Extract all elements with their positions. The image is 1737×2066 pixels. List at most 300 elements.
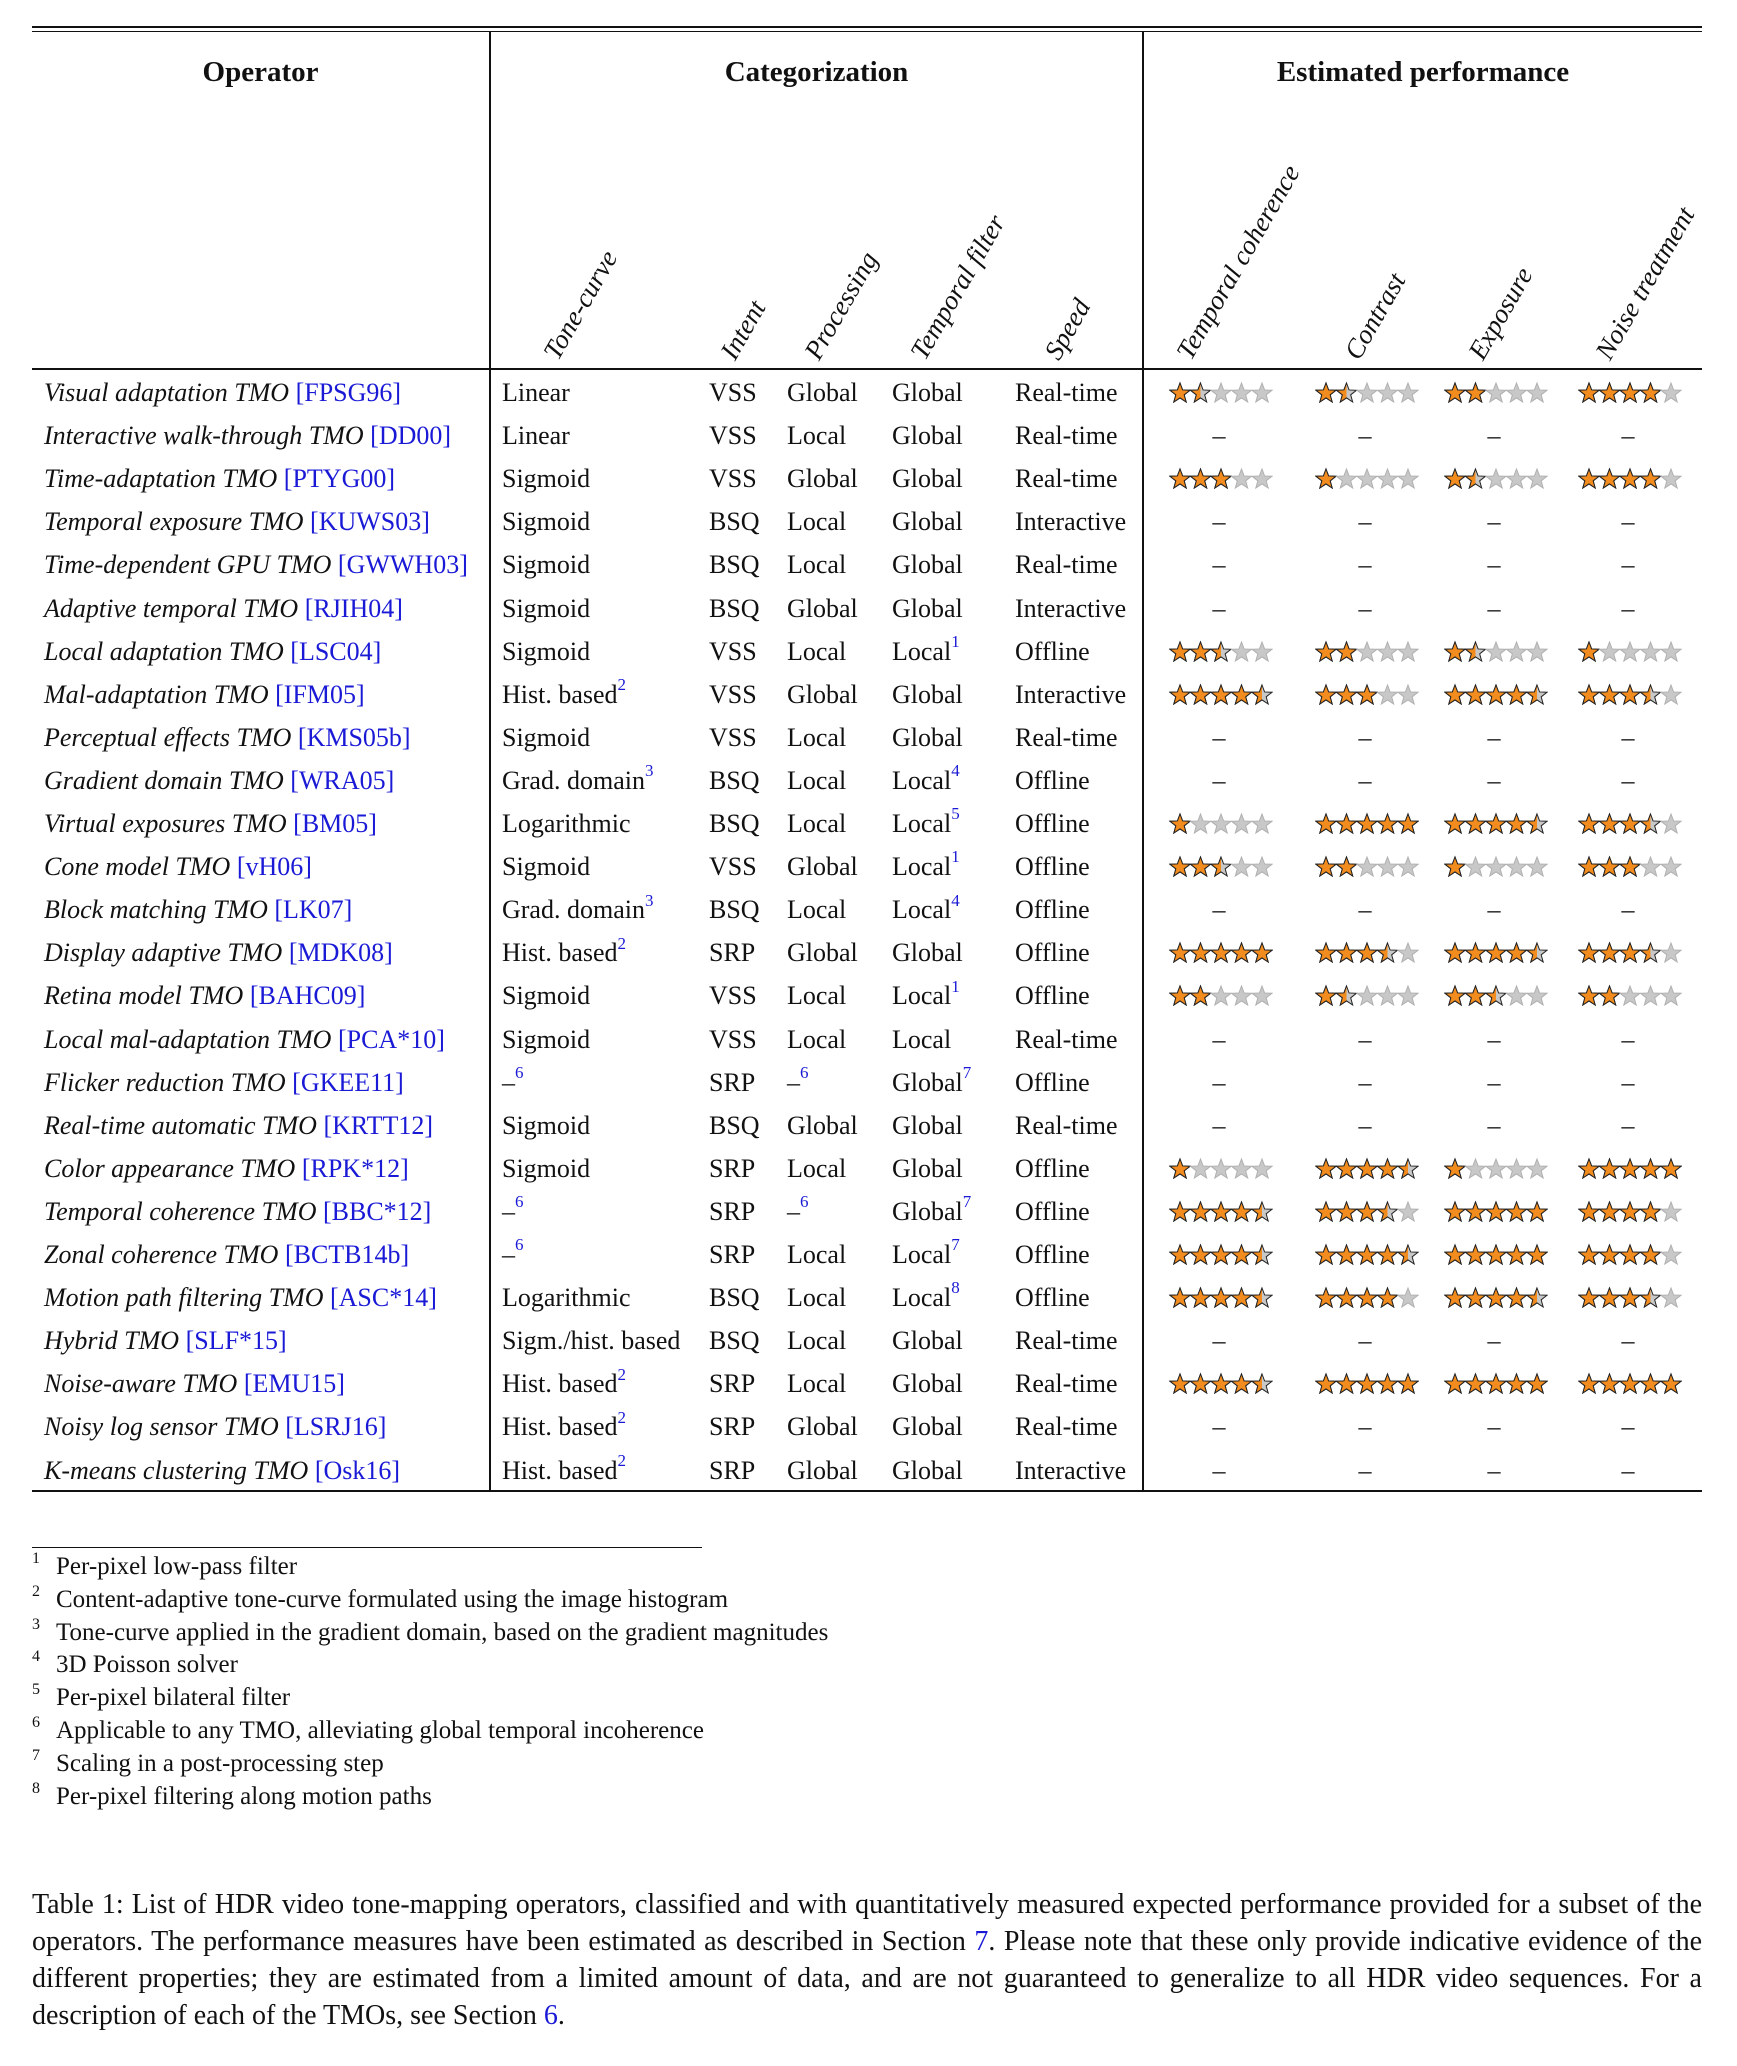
star-empty-icon [1507, 986, 1527, 1005]
star-full-icon [1641, 1159, 1661, 1178]
star-full-icon [1579, 1245, 1599, 1264]
rating-stars-exposure [1444, 1157, 1548, 1181]
citation-link[interactable]: [IFM05] [275, 679, 365, 709]
operator-name [44, 464, 395, 494]
temporal-filter-cell-text: Global [892, 593, 963, 623]
star-full-icon [1191, 685, 1211, 704]
star-half-icon [1527, 1288, 1547, 1307]
footnote-marker[interactable]: 4 [951, 890, 960, 910]
star-half-icon [1641, 685, 1661, 704]
star-empty-icon [1232, 642, 1252, 661]
citation-link[interactable]: [vH06] [236, 852, 312, 882]
processing-cell-text: Local [787, 722, 847, 752]
intent-cell [709, 507, 760, 537]
operator-label: Local adaptation TMO [44, 636, 284, 666]
rating-stars-noise-treatment [1578, 812, 1682, 836]
star-full-icon [1191, 986, 1211, 1005]
table-row [32, 414, 1702, 457]
star-half-icon [1211, 857, 1231, 876]
intent-cell [709, 1283, 760, 1313]
star-half-icon [1252, 1288, 1272, 1307]
operator-label: Time-dependent GPU TMO [44, 550, 332, 580]
citation-link[interactable]: [RJIH04] [304, 593, 403, 623]
intent-cell [709, 594, 760, 624]
processing-cell [787, 1412, 858, 1442]
citation-link[interactable]: [BAHC09] [249, 981, 366, 1011]
star-full-icon [1337, 1245, 1357, 1264]
speed-cell-text: Interactive [1015, 679, 1127, 709]
star-full-icon [1445, 383, 1465, 402]
processing-cell-text: Local [787, 636, 847, 666]
speed-cell [1015, 895, 1090, 925]
star-full-icon [1600, 1159, 1620, 1178]
operator-name [44, 1326, 287, 1356]
citation-link[interactable]: [GWWH03] [337, 550, 468, 580]
star-full-icon [1211, 685, 1231, 704]
footnote-item [32, 1615, 829, 1647]
footnote-marker[interactable]: 6 [515, 1235, 524, 1255]
star-full-icon [1357, 814, 1377, 833]
tone-curve-cell [502, 933, 627, 968]
star-empty-icon [1398, 469, 1418, 488]
rating-stars-contrast [1315, 1200, 1419, 1224]
table-row [32, 1190, 1702, 1233]
star-full-icon [1445, 986, 1465, 1005]
star-empty-icon [1252, 857, 1272, 876]
star-empty-icon [1357, 469, 1377, 488]
table-row [32, 1018, 1702, 1061]
table-row [32, 716, 1702, 759]
intent-cell [709, 852, 757, 882]
operator-label: Block matching TMO [44, 895, 268, 925]
no-data-dash: – [1487, 1067, 1501, 1097]
temporal-filter-cell-text: Local [892, 1024, 952, 1054]
temporal-filter-cell-text: Global [892, 1369, 963, 1399]
star-full-icon [1378, 1245, 1398, 1264]
table-row [32, 1319, 1702, 1362]
footnote-marker[interactable]: 3 [644, 761, 654, 781]
star-full-icon [1445, 857, 1465, 876]
tone-curve-cell-text: Hist. based [502, 679, 618, 709]
processing-cell [787, 766, 846, 796]
footnote-marker[interactable]: 2 [617, 1450, 627, 1470]
star-half-icon [1641, 814, 1661, 833]
intent-cell [709, 1111, 760, 1141]
no-data-dash: – [1358, 765, 1372, 795]
temporal-filter-cell [892, 550, 963, 580]
star-empty-icon [1191, 814, 1211, 833]
citation-link[interactable]: [BBC*12] [322, 1196, 432, 1226]
temporal-filter-cell [892, 761, 960, 796]
speed-cell [1015, 464, 1118, 494]
footnote-item [32, 1779, 432, 1811]
operator-name [44, 1154, 409, 1184]
star-full-icon [1527, 1202, 1547, 1221]
star-full-icon [1620, 383, 1640, 402]
star-half-icon [1211, 642, 1231, 661]
no-data-dash: – [1621, 1455, 1635, 1485]
caption-text-2: . Please note that these only provide indicative evidence of the different properties; they are estimated from a limited amount of data, and are not guaranteed to generalize to all HDR video sequences. For a description of each of the TMOs, see Section [32, 1926, 1702, 2031]
star-full-icon [1170, 1202, 1190, 1221]
star-full-icon [1398, 1374, 1418, 1393]
star-full-icon [1398, 814, 1418, 833]
footnote-marker[interactable]: 1 [951, 631, 960, 651]
footnote-marker[interactable]: 3 [644, 890, 654, 910]
citation-link[interactable]: [LSC04] [290, 636, 382, 666]
rating-stars-contrast [1315, 855, 1419, 879]
tone-curve-cell [502, 1283, 631, 1313]
temporal-filter-cell [892, 1154, 963, 1184]
rating-stars-temporal-coherence [1169, 941, 1273, 965]
no-data-dash: – [1212, 550, 1226, 580]
footnote-marker[interactable]: 8 [951, 1278, 960, 1298]
no-data-dash: – [1212, 507, 1226, 537]
tone-curve-cell [502, 890, 654, 925]
temporal-filter-cell-text: Local [892, 981, 952, 1011]
processing-cell [787, 1369, 846, 1399]
star-full-icon [1170, 1245, 1190, 1264]
operator-name [44, 852, 312, 882]
star-empty-icon [1211, 1159, 1231, 1178]
speed-cell-text: Offline [1015, 1067, 1090, 1097]
intent-cell-text: VSS [709, 1024, 757, 1054]
intent-cell [709, 723, 757, 753]
star-half-icon [1398, 1159, 1418, 1178]
citation-link[interactable]: [WRA05] [290, 765, 395, 795]
rating-stars-temporal-coherence [1169, 381, 1273, 405]
no-data-dash: – [1487, 593, 1501, 623]
processing-cell [787, 809, 846, 839]
tone-curve-cell-text: Sigmoid [502, 722, 591, 752]
no-data-dash: – [1358, 593, 1372, 623]
citation-link[interactable]: [GKEE11] [292, 1067, 404, 1097]
citation-link[interactable]: [EMU15] [243, 1369, 345, 1399]
operator-name [44, 766, 394, 796]
no-data-dash: – [1621, 1110, 1635, 1140]
star-full-icon [1445, 1202, 1465, 1221]
star-empty-icon [1507, 642, 1527, 661]
star-full-icon [1445, 1288, 1465, 1307]
star-full-icon [1486, 1374, 1506, 1393]
rating-stars-temporal-coherence [1169, 640, 1273, 664]
temporal-filter-cell [892, 1111, 963, 1141]
processing-cell [787, 421, 846, 451]
no-data-dash: – [1212, 1455, 1226, 1485]
top-rule-thin [32, 31, 1702, 32]
rating-stars-exposure [1444, 1243, 1548, 1267]
star-full-icon [1191, 857, 1211, 876]
operator-name [44, 550, 468, 580]
star-half-icon [1191, 383, 1211, 402]
star-empty-icon [1661, 1202, 1681, 1221]
speed-cell [1015, 981, 1090, 1011]
star-empty-icon [1527, 469, 1547, 488]
star-full-icon [1507, 1374, 1527, 1393]
processing-cell-text: Global [787, 1110, 858, 1140]
citation-link[interactable]: [LSRJ16] [285, 1412, 387, 1442]
rating-stars-contrast [1315, 1372, 1419, 1396]
star-full-icon [1579, 857, 1599, 876]
temporal-filter-cell [892, 723, 963, 753]
star-empty-icon [1466, 857, 1486, 876]
operator-name [44, 680, 365, 710]
star-full-icon [1211, 943, 1231, 962]
tone-curve-cell [502, 809, 631, 839]
temporal-filter-cell [892, 378, 963, 408]
footnote-marker[interactable]: 2 [617, 1364, 627, 1384]
star-full-icon [1316, 642, 1336, 661]
column-header-contrast: Contrast [1338, 267, 1412, 365]
footnote-marker[interactable]: 1 [951, 976, 960, 996]
processing-cell [787, 1326, 846, 1356]
citation-link[interactable]: [BCTB14b] [284, 1240, 410, 1269]
star-half-icon [1486, 986, 1506, 1005]
footnote-marker[interactable]: 5 [951, 804, 960, 824]
star-empty-icon [1252, 383, 1272, 402]
rating-stars-contrast [1315, 1157, 1419, 1181]
star-empty-icon [1398, 383, 1418, 402]
star-full-icon [1641, 469, 1661, 488]
star-full-icon [1661, 1159, 1681, 1178]
star-half-icon [1527, 814, 1547, 833]
tone-curve-cell-text: Sigmoid [502, 507, 591, 537]
star-full-icon [1641, 1202, 1661, 1221]
star-empty-icon [1661, 383, 1681, 402]
operator-label: Display adaptive TMO [44, 938, 283, 968]
processing-cell-text: Local [787, 765, 847, 795]
speed-cell-text: Offline [1015, 1153, 1090, 1183]
star-empty-icon [1211, 383, 1231, 402]
tone-curve-cell-text: Sigmoid [502, 1153, 591, 1183]
star-empty-icon [1378, 685, 1398, 704]
no-data-dash: – [1621, 421, 1635, 451]
rating-stars-temporal-coherence [1169, 683, 1273, 707]
star-full-icon [1600, 469, 1620, 488]
star-full-icon [1620, 1374, 1640, 1393]
tone-curve-cell-text: Sigmoid [502, 636, 591, 666]
footnote-marker[interactable]: 6 [800, 1192, 809, 1212]
star-full-icon [1191, 943, 1211, 962]
intent-cell [709, 378, 757, 408]
intent-cell-text: VSS [709, 679, 757, 709]
processing-cell-text: Global [787, 378, 858, 407]
star-full-icon [1378, 1159, 1398, 1178]
citation-link[interactable]: [FPSG96] [295, 378, 402, 407]
table-row [32, 1405, 1702, 1448]
no-data-dash: – [1358, 1326, 1372, 1356]
star-full-icon [1357, 1245, 1377, 1264]
star-empty-icon [1378, 469, 1398, 488]
speed-cell-text: Interactive [1015, 593, 1127, 623]
no-data-dash: – [1487, 1412, 1501, 1442]
speed-cell [1015, 1326, 1118, 1356]
operator-name [44, 895, 352, 925]
star-empty-icon [1232, 1159, 1252, 1178]
intent-cell [709, 1068, 755, 1098]
section-link-7[interactable]: 7 [974, 1926, 989, 1957]
citation-link[interactable]: [DD00] [370, 421, 452, 451]
star-full-icon [1445, 685, 1465, 704]
star-empty-icon [1398, 1288, 1418, 1307]
intent-cell-text: BSQ [709, 1326, 760, 1356]
footnote-marker[interactable]: 6 [800, 1062, 809, 1082]
speed-cell-text: Real-time [1015, 722, 1118, 752]
citation-link[interactable]: [PCA*10] [337, 1024, 445, 1054]
footnote-marker[interactable]: 6 [515, 1192, 524, 1212]
star-full-icon [1579, 1288, 1599, 1307]
no-data-dash: – [1212, 722, 1226, 752]
operator-name [44, 1412, 386, 1442]
intent-cell [709, 1456, 755, 1486]
citation-link[interactable]: [KRTT12] [323, 1110, 434, 1140]
operator-label: Time-adaptation TMO [44, 464, 278, 494]
footnote-text: Per-pixel low-pass filter [56, 1553, 298, 1580]
tone-curve-cell-text: Sigmoid [502, 852, 591, 882]
rating-stars-exposure [1444, 640, 1548, 664]
star-full-icon [1507, 814, 1527, 833]
star-full-icon [1316, 1202, 1336, 1221]
citation-link[interactable]: [PTYG00] [283, 464, 396, 494]
star-empty-icon [1486, 383, 1506, 402]
temporal-filter-cell [892, 938, 963, 968]
footnote-marker[interactable]: 4 [951, 761, 960, 781]
citation-link[interactable]: [LK07] [274, 895, 353, 925]
no-data-dash: – [1487, 1110, 1501, 1140]
citation-link[interactable]: [KUWS03] [310, 507, 430, 537]
temporal-filter-cell [892, 507, 963, 537]
footnote-marker[interactable]: 2 [617, 1407, 627, 1427]
operator-label: Local mal-adaptation TMO [44, 1024, 332, 1054]
processing-cell-text: Local [787, 550, 847, 580]
citation-link[interactable]: [RPK*12] [301, 1153, 409, 1183]
processing-cell [787, 507, 846, 537]
star-full-icon [1507, 685, 1527, 704]
rating-stars-contrast [1315, 812, 1419, 836]
rating-stars-noise-treatment [1578, 984, 1682, 1008]
tone-curve-cell-text: Sigm./hist. based [502, 1326, 681, 1356]
star-empty-icon [1232, 469, 1252, 488]
temporal-filter-cell [892, 1278, 960, 1313]
star-half-icon [1378, 1202, 1398, 1221]
star-half-icon [1252, 1202, 1272, 1221]
star-half-icon [1641, 1288, 1661, 1307]
table-row [32, 1276, 1702, 1319]
star-empty-icon [1661, 1245, 1681, 1264]
processing-cell [787, 594, 858, 624]
footnote-marker[interactable]: 2 [617, 933, 627, 953]
intent-cell-text: SRP [709, 1240, 756, 1269]
star-full-icon [1316, 814, 1336, 833]
star-full-icon [1600, 943, 1620, 962]
star-full-icon [1211, 469, 1231, 488]
star-full-icon [1466, 1374, 1486, 1393]
footnote-marker[interactable]: 1 [951, 847, 960, 867]
speed-cell-text: Interactive [1015, 507, 1127, 537]
processing-cell-text: Global [787, 1455, 858, 1485]
star-full-icon [1337, 1374, 1357, 1393]
table-row [32, 1449, 1702, 1492]
star-full-icon [1579, 1159, 1599, 1178]
rating-stars-exposure [1444, 381, 1548, 405]
rating-stars-noise-treatment [1578, 1243, 1682, 1267]
star-full-icon [1170, 642, 1190, 661]
no-data-dash: – [1358, 1110, 1372, 1140]
operator-name [44, 1240, 409, 1270]
processing-cell-text: – [787, 1067, 800, 1097]
star-full-icon [1600, 1374, 1620, 1393]
table-row [32, 1233, 1702, 1276]
processing-cell-text: Local [787, 1283, 847, 1313]
intent-cell-text: BSQ [709, 809, 760, 838]
no-data-dash: – [1358, 1412, 1372, 1442]
star-full-icon [1466, 1245, 1486, 1264]
citation-link[interactable]: [BM05] [293, 809, 377, 838]
rating-stars-contrast [1315, 467, 1419, 491]
temporal-filter-cell-text: Global [892, 1326, 963, 1356]
footnote-text: Applicable to any TMO, alleviating global temporal incoherence [56, 1717, 704, 1744]
temporal-filter-cell-text: Local [892, 636, 952, 666]
rating-stars-temporal-coherence [1169, 1372, 1273, 1396]
rating-stars-contrast [1315, 984, 1419, 1008]
star-full-icon [1486, 943, 1506, 962]
citation-link[interactable]: [KMS05b] [297, 722, 411, 752]
citation-link[interactable]: [ASC*14] [330, 1283, 437, 1313]
speed-cell [1015, 507, 1126, 537]
footnote-marker[interactable]: 7 [951, 1235, 960, 1255]
star-empty-icon [1232, 814, 1252, 833]
footnote-marker[interactable]: 6 [515, 1062, 524, 1082]
footnote-marker[interactable]: 7 [962, 1192, 972, 1212]
citation-link[interactable]: [Osk16] [314, 1455, 401, 1485]
star-full-icon [1486, 814, 1506, 833]
star-half-icon [1466, 469, 1486, 488]
citation-link[interactable]: [SLF*15] [185, 1326, 287, 1356]
no-data-dash: – [1621, 765, 1635, 795]
star-full-icon [1337, 814, 1357, 833]
intent-cell [709, 680, 757, 710]
footnote-marker[interactable]: 2 [617, 675, 627, 695]
tone-curve-cell-text: Hist. based [502, 1455, 618, 1485]
star-half-icon [1378, 943, 1398, 962]
section-link-6[interactable]: 6 [543, 2000, 558, 2031]
star-full-icon [1445, 943, 1465, 962]
speed-cell-text: Real-time [1015, 1412, 1118, 1442]
processing-cell [787, 1111, 858, 1141]
star-empty-icon [1232, 857, 1252, 876]
rating-stars-contrast [1315, 381, 1419, 405]
footnote-marker[interactable]: 7 [962, 1062, 972, 1082]
star-half-icon [1398, 1245, 1418, 1264]
star-full-icon [1316, 1288, 1336, 1307]
star-empty-icon [1398, 943, 1418, 962]
star-full-icon [1620, 469, 1640, 488]
star-full-icon [1661, 1374, 1681, 1393]
speed-cell [1015, 378, 1118, 408]
tone-curve-cell [502, 1407, 627, 1442]
star-half-icon [1252, 1374, 1272, 1393]
star-full-icon [1170, 1288, 1190, 1307]
citation-link[interactable]: [MDK08] [288, 938, 393, 968]
operator-label: Noisy log sensor TMO [44, 1412, 279, 1442]
star-full-icon [1316, 1374, 1336, 1393]
tone-curve-cell [502, 761, 654, 796]
table-row [32, 543, 1702, 586]
intent-cell-text: VSS [709, 636, 757, 666]
star-full-icon [1579, 469, 1599, 488]
no-data-dash: – [1621, 507, 1635, 537]
star-empty-icon [1661, 986, 1681, 1005]
star-full-icon [1466, 814, 1486, 833]
